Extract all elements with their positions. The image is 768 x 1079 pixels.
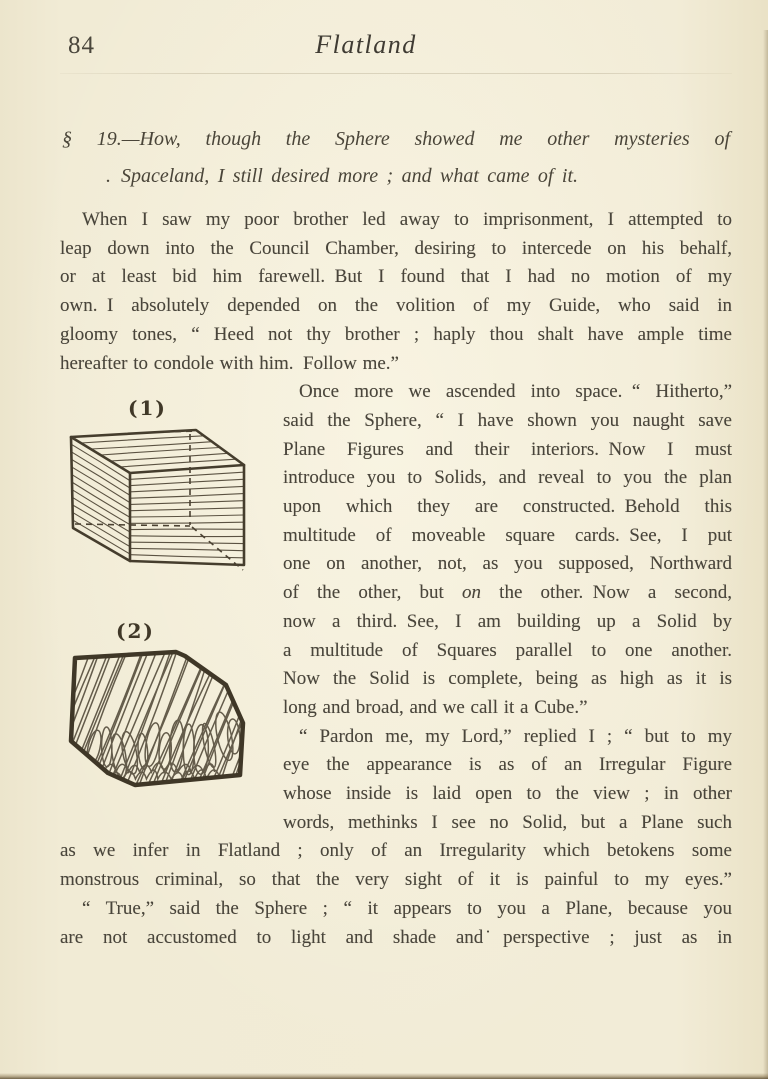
figure-1-label: (1) [128,396,167,421]
text-line: monstrous criminal, so that the very sight of it is painful to my eyes.” [60,869,732,891]
text-line: Plane Figures and their interiors. Now I must [283,438,732,460]
text-line: one on another, not, as you supposed, Northward [283,553,732,575]
page-number: 84 [68,32,95,59]
section-heading-line: . Spaceland, I still desired more ; and what came of it. [106,165,578,187]
text-line: “ True,” said the Sphere ; “ it appears to you a Plane, because you [82,897,732,919]
paragraph-1 [60,206,732,378]
text-line: introduce you to Solids, and reveal to you the plan [283,467,732,489]
figure-and-text-region [60,378,732,837]
text-line: hereafter to condole with him. Follow me.” [60,352,399,374]
text-line [283,579,732,608]
text-line: a multitude of Squares parallel to one another. [283,639,732,661]
text-line: eye the appearance is as of an Irregular Figure [283,754,732,776]
text-line: as we infer in Flatland ; only of an Irregularity which betokens some [60,840,732,862]
figure-2-label: (2) [116,618,155,643]
text-line: When I saw my poor brother led away to imprisonment, I attempted to [82,209,732,230]
text-line: multitude of moveable square cards. See, I put [283,524,732,546]
book-page [0,30,768,1079]
text-line: now a third. See, I am building up a Solid by [283,610,732,632]
text-line: are not accustomed to light and shade and ̇perspective ; just as in [60,926,732,948]
figure-column [60,378,283,837]
text-line: “ Pardon me, my Lord,” replied I ; “ but to my [299,725,732,747]
section-heading-line: § 19.—How, though the Sphere showed me other mysteries of [62,128,730,150]
header-rule [60,73,732,74]
text-line: words, methinks I see no Solid, but a Plane such [283,811,732,833]
cube-figure-illustration [66,425,262,575]
text-column [283,378,732,837]
text-line: or at least bid him farewell. But I found that I had no motion of my [60,266,732,288]
bottom-paragraph-block [60,837,732,952]
page-bottom-edge-shadow [0,1073,768,1079]
page-right-edge-shadow [763,30,768,1079]
irregular-figure-illustration [66,646,252,798]
text-line: long and broad, and we call it a Cube.” [283,696,588,718]
text-line: said the Sphere, “ I have shown you naught save [283,409,732,431]
emphasized-word: on [462,582,481,604]
running-head [60,30,732,64]
text-line: own. I absolutely depended on the volition of my Guide, who said in [60,295,732,317]
text-span: of the other, but [283,582,462,604]
text-line: Once more we ascended into space. “ Hitherto,” [299,381,732,403]
text-line: whose inside is laid open to the view ; in other [283,783,732,805]
text-line: upon which they are constructed. Behold this [283,496,732,518]
text-line: Now the Solid is complete, being as high as it is [283,668,732,690]
text-line: leap down into the Council Chamber, desiring to intercede on his behalf, [60,237,732,259]
section-heading [60,121,732,195]
text-line: gloomy tones, “ Heed not thy brother ; haply thou shalt have ample time [60,323,732,345]
text-span: the other. Now a second, [481,582,732,604]
book-title: Flatland [315,30,417,59]
